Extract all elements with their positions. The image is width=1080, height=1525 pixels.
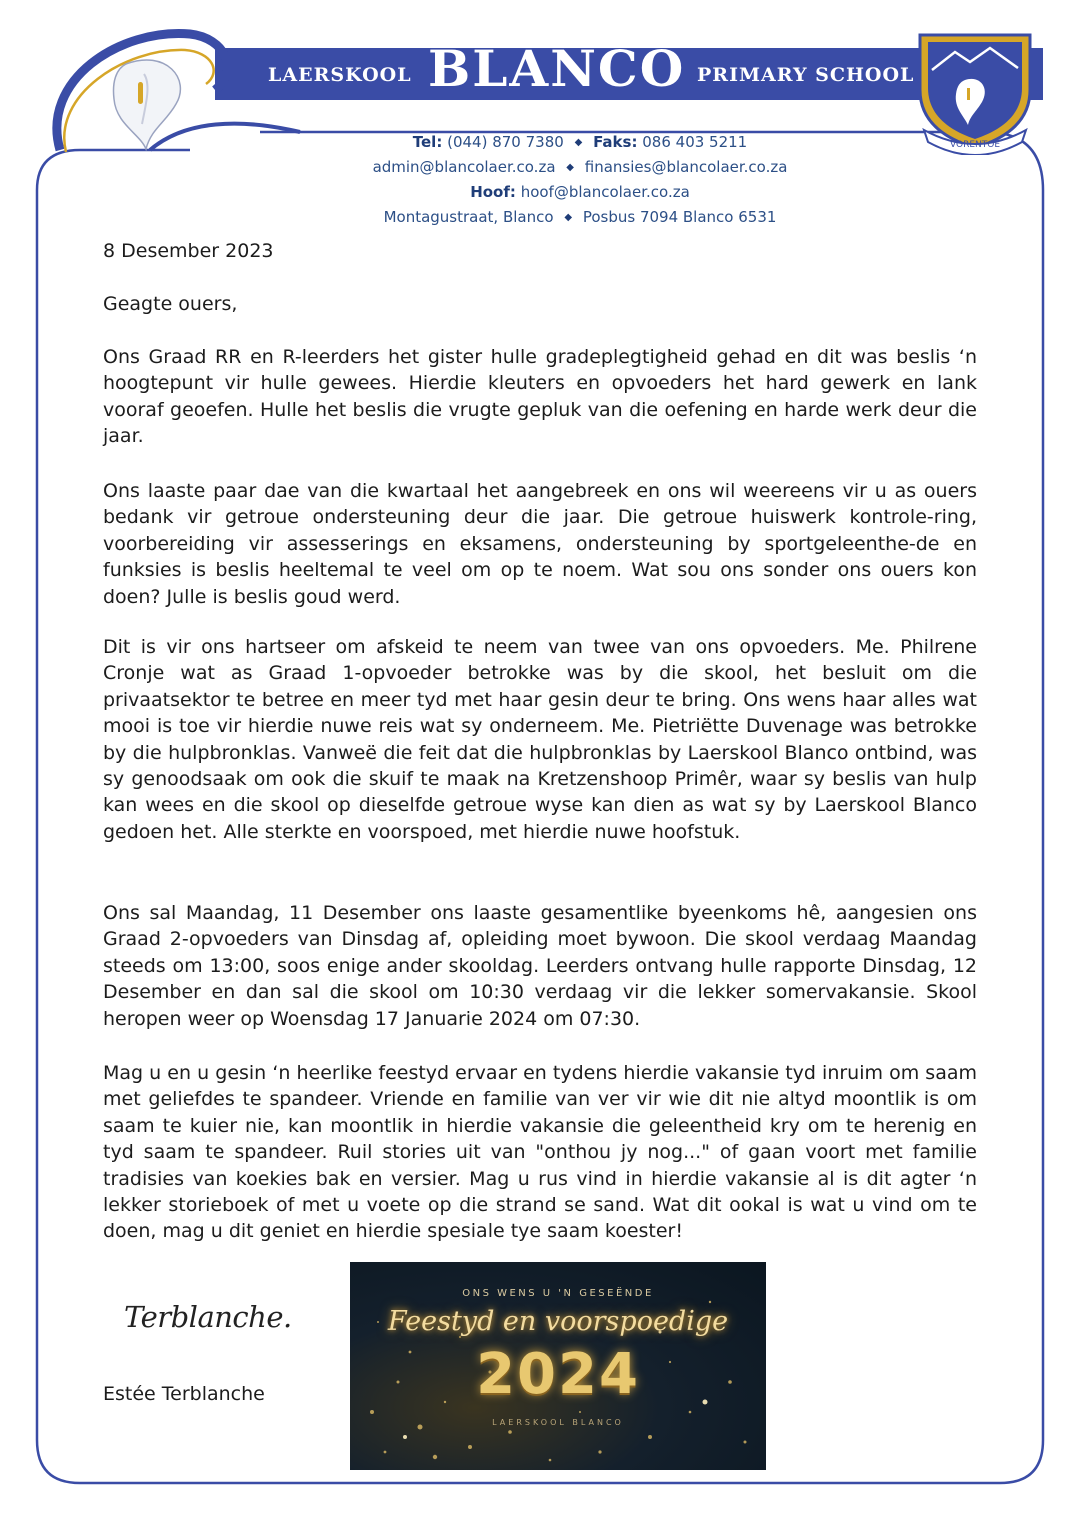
paragraph-4: Ons sal Maandag, 11 Desember ons laaste gesamentlike byeenkoms hê, aangesien ons Graad 2-opvoeders van Dinsdag af, opleiding moet bywoon. Die skool verdaag Maandag steeds om 13:00, soos enige ander skooldag. Leerders ontvang hulle rapporte Dinsdag, 12 Desember en dan sal die skool om 10:30 verdaag vir die lekker somervakansie. Skool heropen weer op Woensdag 17 Januarie 2024 om 07:30. [103,902,977,1030]
head-label: Hoof: [470,183,516,201]
header-school-name: BLANCO [428,39,686,98]
diamond-separator-icon: ◆ [564,212,573,223]
diamond-separator-icon: ◆ [566,162,574,173]
banner-school-name: LAERSKOOL BLANCO [492,1418,624,1427]
street-address: Montagustraat, Blanco [383,208,554,226]
calla-lily-logo [96,44,196,154]
admin-email-link[interactable]: admin@blancolaer.co.za [372,158,556,176]
contact-line-emails [330,155,830,182]
paragraph-3: Dit is vir ons hartseer om afskeid te neem van twee van ons opvoeders. Me. Philrene Cronje wat as Graad 1-opvoeder betrokke was by die skool, het besluit om die privaatsektor te betree en meer tyd met haar gesin deur te bring. Ons wens haar alles wat mooi is toe vir hierdie nuwe reis wat sy onderneem. Me. Pietriëtte Duvenage was betrokke by die hulpbronklas. Vanweë die feit dat die hulpbronklas by Laerskool Blanco ontbind, was sy genoodsaak om ook die skuif te maak na Kretzenshoop Primêr, waar sy beslis van hulp kan wees en die skool op dieselfde getroue wyse kan dien as wat sy by Laerskool Blanco gedoen het. Alle sterkte en voorspoed, met hierdie nuwe hoofstuk. [103,636,977,843]
festive-greeting-banner [350,1262,766,1470]
paragraph-1: Ons Graad RR en R-leerders het gister hulle gradeplegtigheid gehad en dit was beslis ‘n hoogtepunt vir hulle gewees. Hierdie kleuters en opvoeders het hard gewerk en lank vooraf geoefen. Hulle het beslis die vrugte gepluk van die oefening en harde werk deur die jaar. [103,346,977,448]
contact-line-phone [330,130,830,157]
header-laerskool: LAERSKOOL [268,64,412,86]
fax-number: 086 403 5211 [642,133,748,151]
school-crest [910,30,1040,155]
signatory-name: Estée Terblanche [103,1383,265,1405]
finance-email-link[interactable]: finansies@blancolaer.co.za [584,158,788,176]
banner-script-line: Feestyd en voorspoedige [387,1306,729,1337]
head-email-link[interactable]: hoof@blancolaer.co.za [520,183,690,201]
tel-number[interactable]: (044) 870 7380 [447,133,564,151]
paragraph-5: Mag u en u gesin ‘n heerlike feestyd ervaar en tydens hierdie vakansie tyd inruim om saam met geliefdes te spandeer. Vriende en familie van ver vir wie dit nie altyd moontlik is om saam te kuier nie, kan moontlik in hierdie vakansie die geleentheid kry om te herenig en tyd saam te spandeer. Ruil stories uit van "onthou jy nog..." of gaan voort met familie tradisies van koekies bak en versier. Mag u rus vind in hierdie vakansie al is dit agter ‘n lekker storieboek of met u voete op die strand se sand. Wat dit ookal is wat u vind om te doen, mag u dit geniet en hierdie spesiale tye saam koester! [103,1062,977,1243]
letter-salutation: Geagte ouers, [103,293,238,315]
crest-motto: VORENTOE [949,140,1001,150]
banner-top-line: ONS WENS U 'N GESEËNDE [462,1288,654,1299]
tel-label: Tel: [412,133,443,151]
contact-line-head [330,180,830,205]
letter-date: 8 Desember 2023 [103,240,274,262]
po-box: Posbus 7094 Blanco 6531 [582,208,777,226]
handwritten-signature: Terblanche. [124,1300,292,1334]
banner-year: 2024 [476,1342,640,1407]
contact-line-address [330,205,830,232]
paragraph-2: Ons laaste paar dae van die kwartaal het aangebreek en ons wil weereens vir u as ouers bedank vir getroue ondersteuning deur die jaar. Die getroue huiswerk kontrole-ring, voorbereiding vir assesserings en eksamens, ondersteuning by sportgeleenthe-de en funksies is beslis heeltemal te veel om op te noem. Wat sou ons sonder ons ouers kon doen? Julle is beslis goud werd. [103,480,977,608]
diamond-separator-icon: ◆ [574,137,583,148]
header-primary-school: PRIMARY SCHOOL [697,64,915,86]
fax-label: Faks: [593,133,638,151]
